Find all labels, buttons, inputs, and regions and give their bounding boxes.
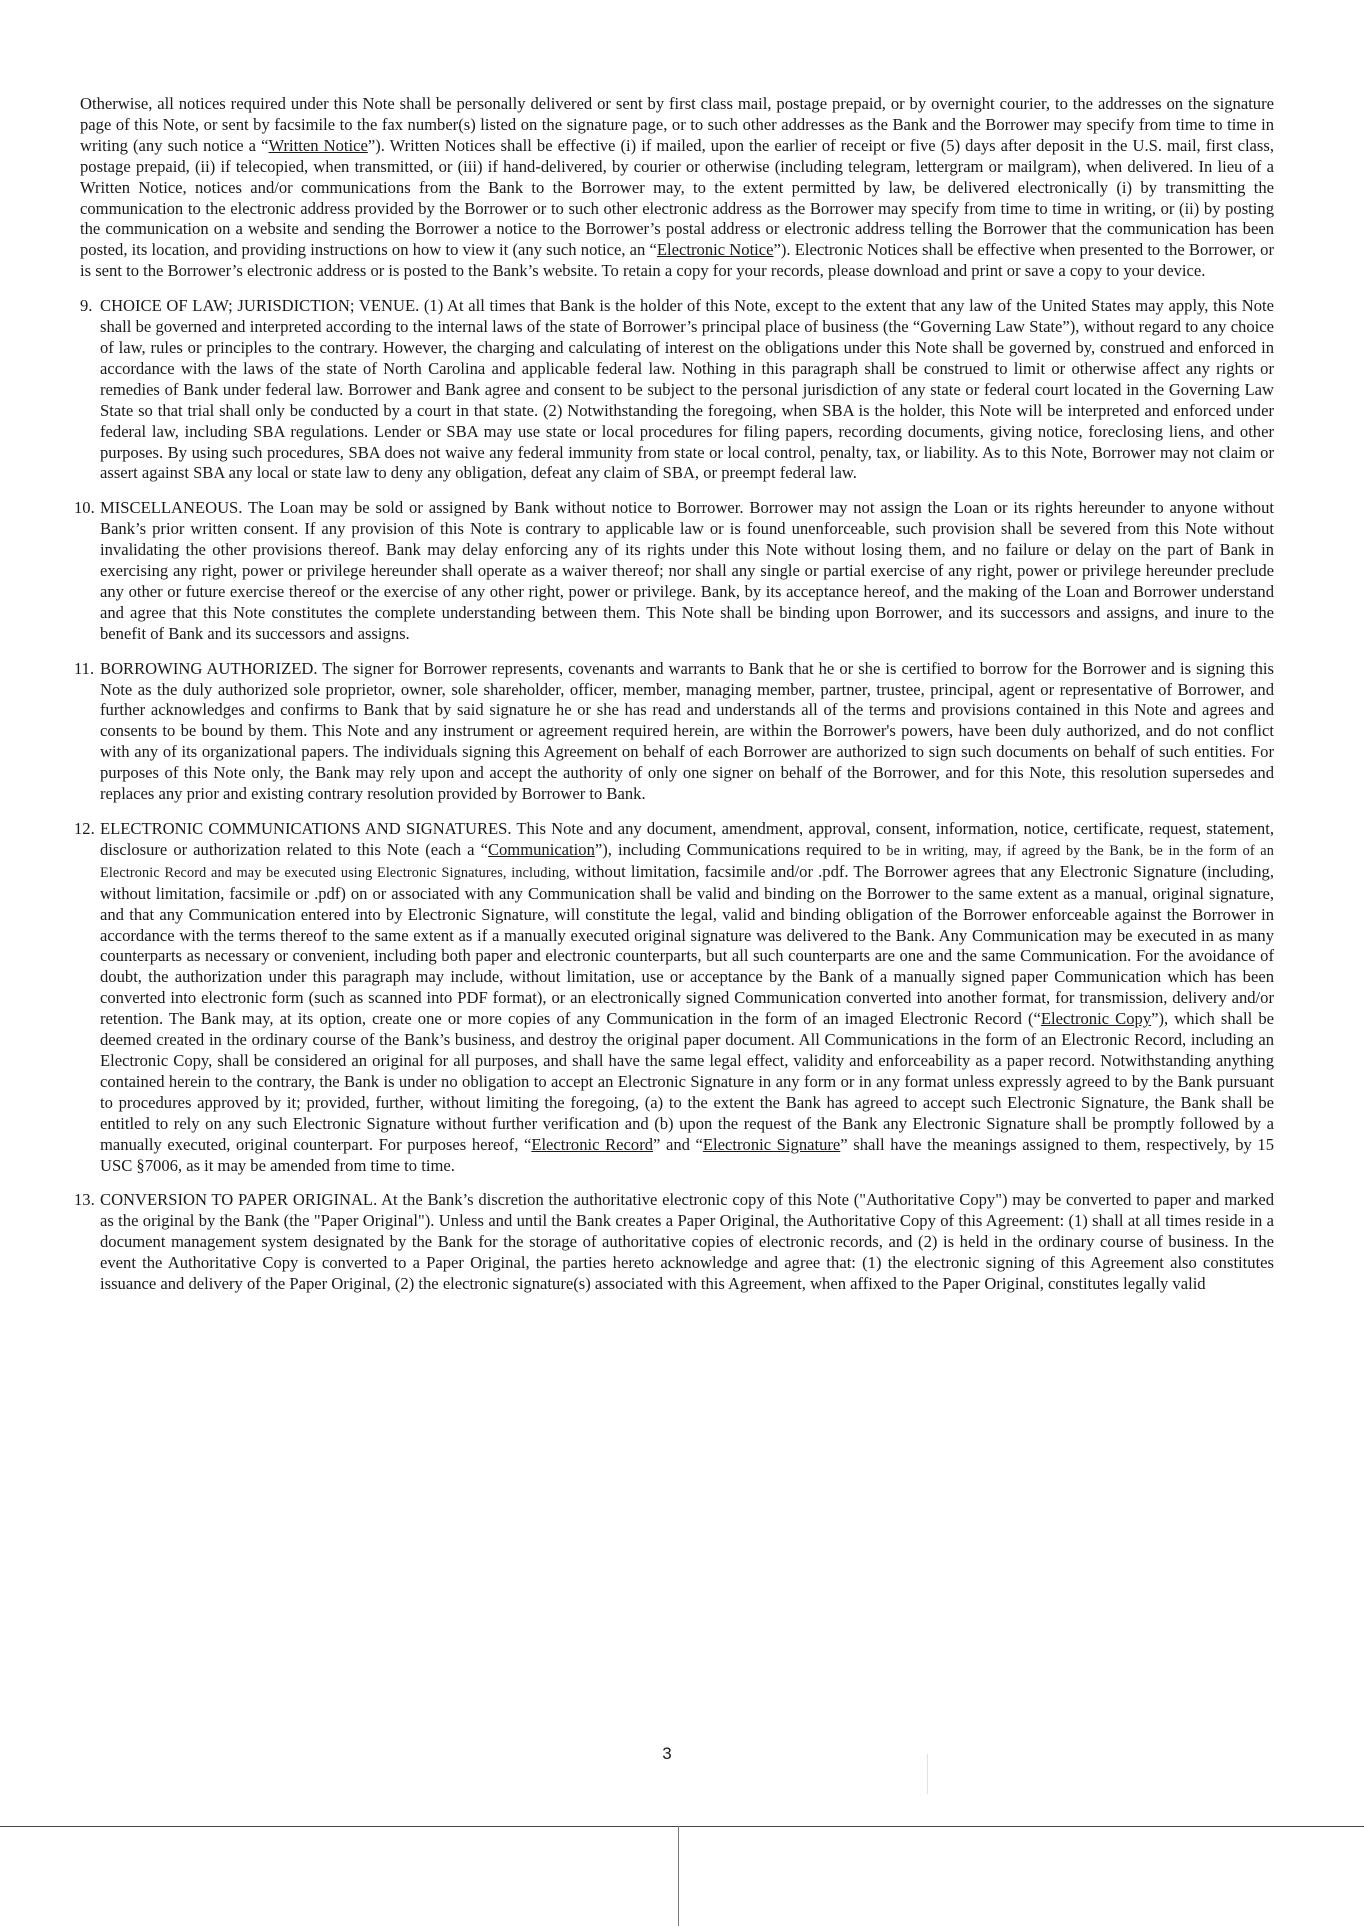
notices-text-2: ”). Written Notices shall be effective (i) if mailed, upon the earlier of receipt or five (5) days after deposit in the U.S. mail, first class, postage prepaid, (ii) if telecopied, when transmitted, or (iii) if hand-delivered, by courier or otherwise (including telegram, lettergram or mailgram), when delivered. In lieu of a Written Notice, notices and/or communications from the Bank to the Borrower may, to the extent permitted by law, be delivered electronically (i) by transmitting the communication to the electronic address provided by the Borrower or to such other electronic address as the Borrower may specify from time to time in writing, or (ii) by posting the communication on a website and sending the Borrower a notice to the Borrower’s postal address or electronic address telling the Borrower that the communication has been posted, its location, and providing instructions on how to view it (any such notice, an “ [80,135,1274,260]
term-electronic-copy: Electronic Copy [1040,1009,1152,1029]
section-text: CHOICE OF LAW; JURISDICTION; VENUE. (1) At all times that Bank is the holder of this Note, except to the extent that any law of the United States may apply, this Note shall be governed and interpreted according to the internal laws of the state of Borrower’s principal place of business (the “Governing Law State”), without regard to any choice of law, rules or principles to the contrary. However, the charging and calculating of interest on the obligations under this Note shall be governed by, construed and enforced in accordance with the laws of the state of North Carolina and applicable federal law. Nothing in this paragraph shall be construed to limit or otherwise affect any rights or remedies of Bank under federal law. Borrower and Bank agree and consent to be subject to the personal jurisdiction of any state or federal court located in the Governing Law State so that trial shall only be conducted by a court in that state. (2) Notwithstanding the foregoing, when SBA is the holder, this Note will be interpreted and enforced under federal law, including SBA regulations. Lender or SBA may use state or local procedures for filing papers, recording documents, giving notice, foreclosing liens, and other purposes. By using such procedures, SBA does not waive any federal immunity from state or local control, penalty, tax, or liability. As to this Note, Borrower may not claim or assert against SBA any local or state law to deny any obligation, defeat any claim of SBA, or preempt federal law. [100,296,1274,483]
section-text: ”), which shall be deemed created in the ordinary course of the Bank’s business, and destroy the original paper document. All Communications in the form of an Electronic Record, including an Electronic Copy, shall be considered an original for all purposes, and shall have the same legal effect, validity and enforceability as a paper record. Notwithstanding anything contained herein to the contrary, the Bank is under no obligation to accept an Electronic Signature in any form or in any format unless expressly agreed to by the Bank pursuant to procedures approved by it; provided, further, without limiting the foregoing, (a) to the extent the Bank has agreed to accept such Electronic Signature, the Bank shall be entitled to rely on any such Electronic Signature without further verification and (b) upon the request of the Bank any Electronic Signature shall be promptly followed by a manually executed, original counterpart. For purposes hereof, “ [100,1009,1274,1154]
term-communication: Communication [487,839,595,859]
section-12-electronic-communications [74,819,1274,1176]
page-bottom-divider [678,1826,679,1926]
section-text: BORROWING AUTHORIZED. The signer for Borrower represents, covenants and warrants to Bank that he or she is certified to borrow for the Borrower and is signing this Note as the duly authorized sole proprietor, owner, sole shareholder, officer, member, managing member, partner, trustee, principal, agent or representative of Borrower, and further acknowledges and confirms to Bank that by said signature he or she has read and understands all of the terms and provisions contained in this Note and agrees and consents to be bound by them. This Note and any instrument or agreement required herein, are within the Borrower's powers, have been duly authorized, and do not conflict with any of its organizational papers. The individuals signing this Agreement on behalf of each Borrower are authorized to sign such documents on behalf of such entities. For purposes of this Note only, the Bank may rely upon and accept the authority of only one signer on behalf of the Borrower, and for this Note, this resolution supersedes and replaces any prior and existing contrary resolution provided by Borrower to Bank. [100,658,1274,804]
section-text: MISCELLANEOUS. The Loan may be sold or assigned by Bank without notice to Borrower. Borrower may not assign the Loan or its rights hereunder to anyone without Bank’s prior written consent. If any provision of this Note is contrary to applicable law or is found unenforceable, such provision shall be severed from this Note without invalidating the other provisions thereof. Bank may delay enforcing any of its rights under this Note without losing them, and no failure or delay on the part of Bank in exercising any right, power or privilege hereunder shall operate as a waiver thereof; nor shall any single or partial exercise of any right, power or privilege hereunder preclude any other or future exercise thereof or the exercise of any other right, power or privilege. Bank, by its acceptance hereof, and the making of the Loan and Borrower understand and agree that this Note constitutes the complete understanding between them. This Note shall be binding upon Borrower, and its successors and assigns, and inure to the benefit of Bank and its successors and assigns. [100,498,1274,643]
term-written-notice: Written Notice [268,135,368,155]
section-number: 10. [74,498,95,518]
section-10-miscellaneous [74,498,1274,644]
notices-text-3: ”). Electronic Notices shall be effective when presented to the Borrower, or is sent to the Borrower’s electronic address or is posted to the Bank’s website. To retain a copy for your records, please download and print or save a copy to your device. [80,240,1275,281]
notices-text-1: Otherwise, all notices required under this Note shall be personally delivered or sent by first class mail, postage prepaid, or by overnight courier, to the addresses on the signature page of this Note, or sent by facsimile to the fax number(s) listed on the signature page, or to such other addresses as the Bank and the Borrower may specify from time to time in writing (any such notice a “ [80,94,1274,155]
section-9-choice-of-law [74,296,1274,484]
notices-paragraph [80,94,1274,282]
section-number: 11. [74,658,95,678]
page-number: 3 [662,1744,672,1763]
section-number: 9. [80,296,93,316]
section-text: ELECTRONIC COMMUNICATIONS AND SIGNATURES. This Note and any document, amendment, approval, consent, information, notice, certificate, request, statement, disclosure or authorization related to this Note (each a “ [100,819,1274,859]
section-13-conversion-to-paper-original [74,1190,1274,1295]
section-text: without limitation, facsimile and/or .pdf. The Borrower agrees that any Electronic Signature (including, without limitation, facsimile or .pdf) on or associated with any Communication shall be valid and binding on the Borrower to the same extent as a manual, original signature, and that any Communication entered into by Electronic Signature, will constitute the legal, valid and binding obligation of the Borrower enforceable against the Borrower in accordance with the terms thereof to the same extent as if a manually executed original signature was delivered to the Bank. Any Communication may be executed in as many counterparts as necessary or convenient, including both paper and electronic counterparts, but all such counterparts are one and the same Communication. For the avoidance of doubt, the authorization under this paragraph may include, without limitation, use or acceptance by the Bank of a manually signed paper Communication which has been converted into electronic form (such as scanned into PDF format), or an electronically signed Communication converted into another format, for transmission, delivery and/or retention. The Bank may, at its option, create one or more copies of any Communication in the form of an imaged Electronic Record (“ [100,861,1274,1029]
section-text: ” shall have the meanings assigned to them, respectively, by 15 USC §7006, as it may be amended from time to time. [100,1134,1274,1175]
section-11-borrowing-authorized [74,659,1274,805]
document-body [74,94,1274,1295]
section-text: ”), including Communications required to [594,839,881,859]
term-electronic-signature: Electronic Signature [702,1134,841,1154]
section-number: 13. [74,1190,95,1210]
section-text: CONVERSION TO PAPER ORIGINAL. At the Bank’s discretion the authoritative electronic copy of this Note ("Authoritative Copy") may be converted to paper and marked as the original by the Bank (the "Paper Original"). Unless and until the Bank creates a Paper Original, the Authoritative Copy of this Agreement: (1) shall at all times reside in a document management system designated by the Bank for the storage of authoritative copies of electronic records, and (2) is held in the ordinary course of business. In the event the Authoritative Copy is converted to a Paper Original, the parties hereto acknowledge and agree that: (1) the electronic signing of this Agreement also constitutes issuance and delivery of the Paper Original, (2) the electronic signature(s) associated with this Agreement, when affixed to the Paper Original, constitutes legally valid [100,1190,1274,1294]
term-electronic-notice: Electronic Notice [656,240,774,260]
scan-artifact-line [927,1754,928,1794]
section-text-small-line: be in writing, may, if agreed by the Bank, be in the form of an Electronic Record and may be executed using Electronic Signatures, including, [100,842,1274,881]
section-number: 12. [74,819,95,838]
section-text: ” and “ [653,1134,703,1154]
page-bottom-rule [0,1826,1364,1827]
term-electronic-record: Electronic Record [531,1134,654,1154]
